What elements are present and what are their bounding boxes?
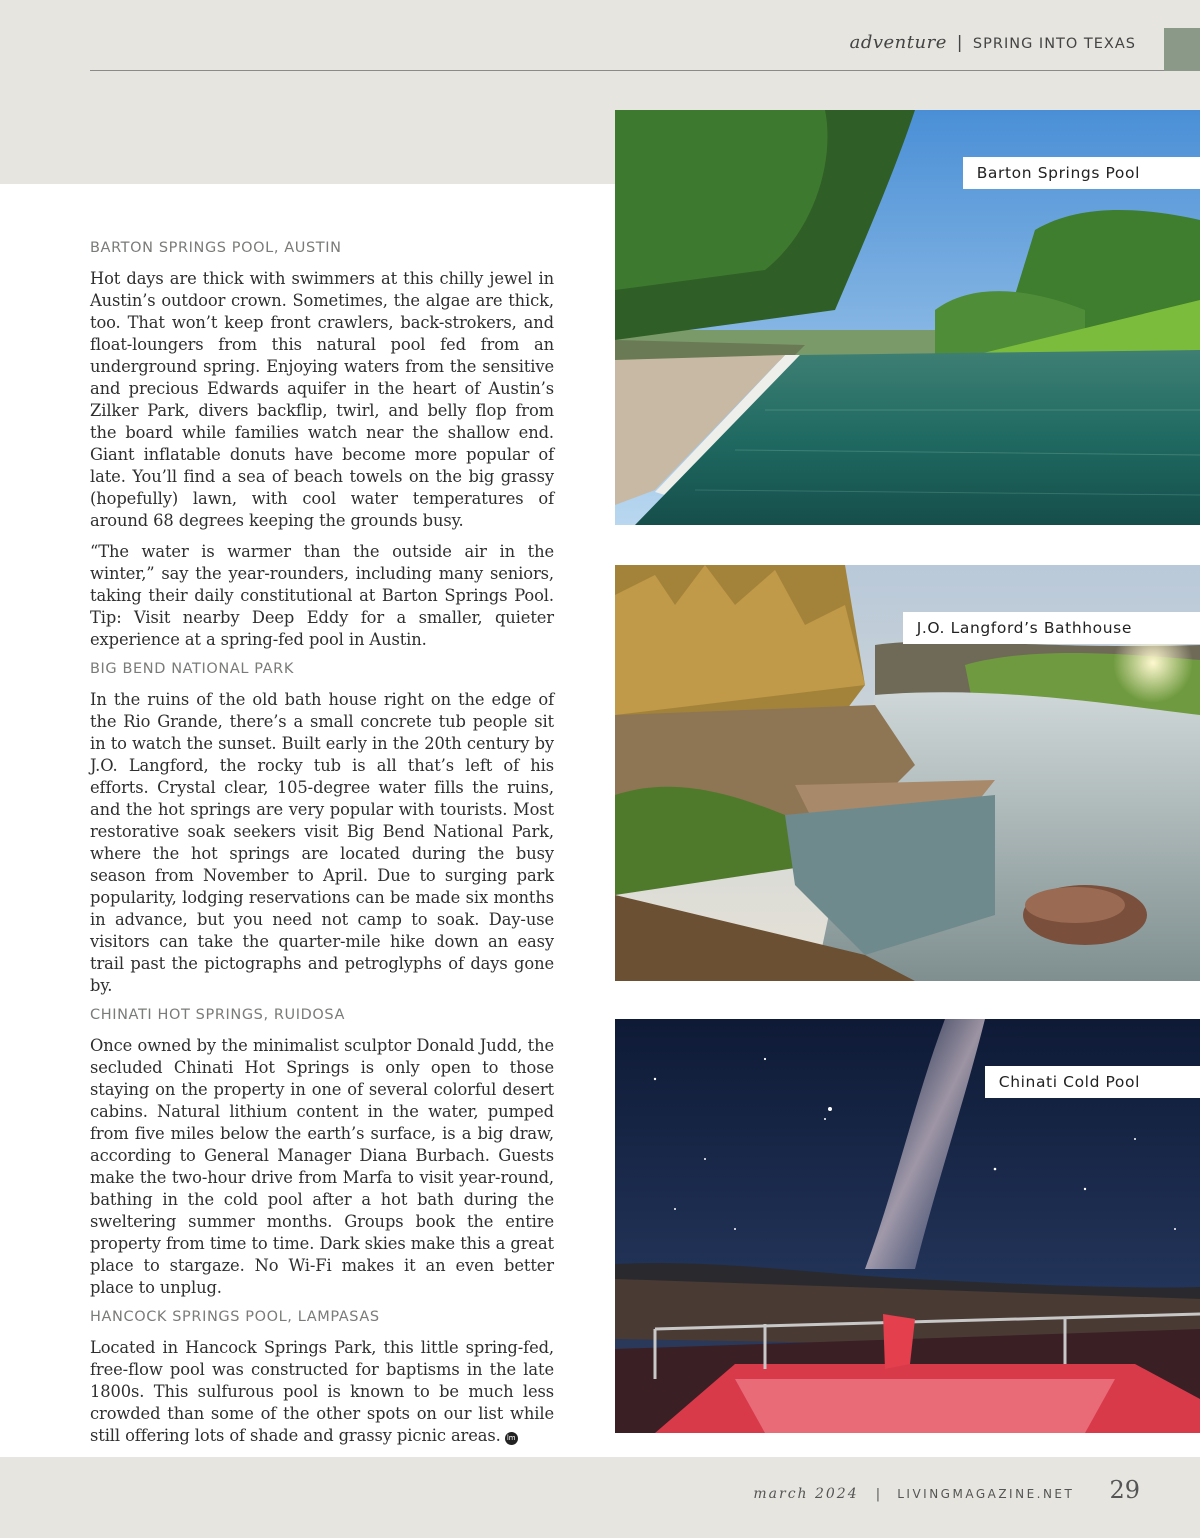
issue-date: march 2024 bbox=[753, 1486, 859, 1502]
section-heading: CHINATI HOT SPRINGS, RUIDOSA bbox=[90, 1007, 346, 1023]
paragraph bbox=[90, 1337, 554, 1447]
header-separator: | bbox=[956, 33, 964, 53]
paragraph: Once owned by the minimalist sculptor Donald Judd, the secluded Chinati Hot Springs is only open to those staying on the property in one of several colorful desert cabins. Natural lithium content in the water, pumped from five miles below the earth’s surface, is a big draw, according to General Manager Diana Burbach. Guests make the two-hour drive from Marfa to visit year-round, bathing in the cold pool after a hot bath during the sweltering summer months. Groups book the entire property from time to time. Dark skies make this a great place to stargaze. No Wi-Fi makes it an even better place to unplug. bbox=[90, 1036, 554, 1297]
article-column bbox=[90, 240, 554, 1456]
section-heading: BARTON SPRINGS POOL, AUSTIN bbox=[90, 240, 342, 256]
section-heading: HANCOCK SPRINGS POOL, LAMPASAS bbox=[90, 1309, 380, 1325]
page-footer bbox=[753, 1476, 1140, 1504]
running-header bbox=[850, 32, 1136, 53]
photo-caption: Barton Springs Pool bbox=[963, 157, 1200, 189]
paragraph-text: Located in Hancock Springs Park, this little spring-fed, free-flow pool was constructed for baptisms in the late 1800s. This sulfurous pool is known to be much less crowded than some of the other spots on our list while still offering lots of shade and grassy picnic areas. bbox=[90, 1338, 554, 1445]
page-number: 29 bbox=[1109, 1476, 1140, 1504]
section-label: adventure bbox=[849, 32, 947, 53]
header-rule bbox=[90, 70, 1164, 71]
paragraph: In the ruins of the old bath house right on the edge of the Rio Grande, there’s a small concrete tub people sit in to watch the sunset. Built early in the 20th century by J.O. Langford, the rocky tub is all that’s left of his efforts. Crystal clear, 105-degree water fills the ruins, and the hot springs are very popular with tourists. Most restorative soak seekers visit Big Bend National Park, where the hot springs are located during the busy season from November to April. Due to surging park popularity, lodging reservations can be made six months in advance, but you need not camp to soak. Day-use visitors can take the quarter-mile hike down an easy trail past the pictographs and petroglyphs of days gone by. bbox=[90, 690, 554, 995]
section-heading: BIG BEND NATIONAL PARK bbox=[90, 661, 294, 677]
photo-caption: J.O. Langford’s Bathhouse bbox=[903, 612, 1200, 644]
footer-separator: | bbox=[875, 1487, 881, 1502]
end-mark-icon: lm bbox=[505, 1432, 518, 1445]
website-url: LIVINGMAGAZINE.NET bbox=[897, 1487, 1075, 1501]
feature-title: SPRING INTO TEXAS bbox=[972, 36, 1136, 52]
paragraph: “The water is warmer than the outside air in the winter,” say the year-rounders, including many seniors, taking their daily constitutional at Barton Springs Pool. Tip: Visit nearby Deep Eddy for a smaller, quieter experience at a spring-fed pool in Austin. bbox=[90, 542, 554, 649]
photo-caption: Chinati Cold Pool bbox=[985, 1066, 1200, 1098]
section-tab bbox=[1164, 28, 1200, 71]
paragraph: Hot days are thick with swimmers at this chilly jewel in Austin’s outdoor crown. Sometimes, the algae are thick, too. That won’t keep front crawlers, back-strokers, and float-loungers from this natural pool fed from an underground spring. Enjoying waters from the sensitive and precious Edwards aquifer in the heart of Austin’s Zilker Park, divers backflip, twirl, and belly flop from the board while families watch near the shallow end. Giant inflatable donuts have become more popular of late. You’ll find a sea of beach towels on the big grassy (hopefully) lawn, with cool water temperatures of around 68 degrees keeping the grounds busy. bbox=[90, 269, 554, 530]
